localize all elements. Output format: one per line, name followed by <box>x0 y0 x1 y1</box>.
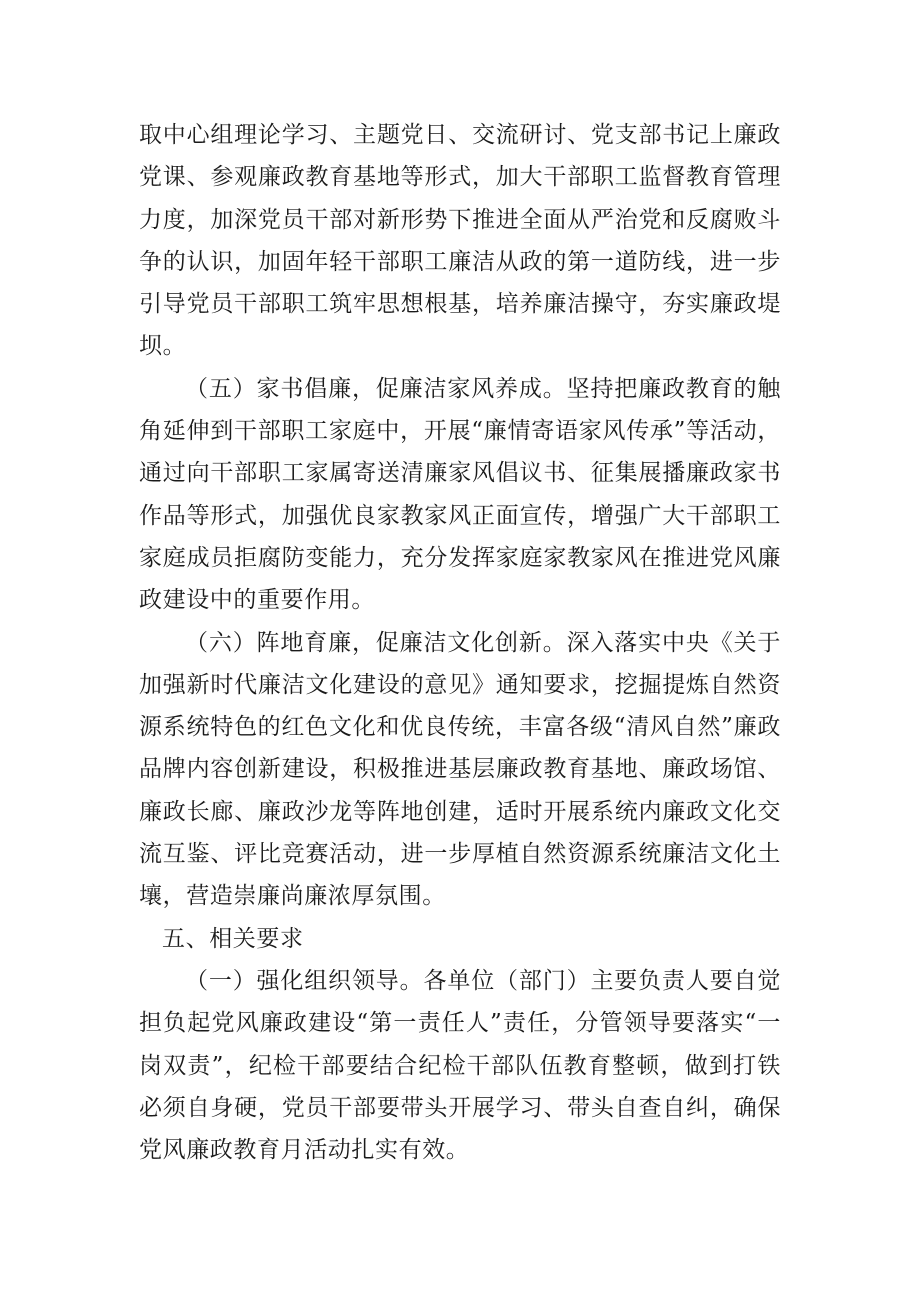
paragraph-position-building: （六）阵地育廉，促廉洁文化创新。深入落实中央《关于加强新时代廉洁文化建设的意见》通知要求，挖掘提炼自然资源系统特色的红色文化和优良传统，丰富各级“清风自然”廉政品牌内容创新建设，积极推进基层廉政教育基地、廉政场馆、廉政长廊、廉政沙龙等阵地创建，适时开展系统内廉政文化交流互鉴、评比竞赛活动，进一步厚植自然资源系统廉洁文化土壤，营造崇廉尚廉浓厚氛围。 <box>139 629 781 910</box>
paragraph-family-letters: （五）家书倡廉，促廉洁家风养成。坚持把廉政教育的触角延伸到干部职工家庭中，开展“廉情寄语家风传承”等活动，通过向干部职工家属寄送清廉家风倡议书、征集展播廉政家书作品等形式，加强优良家教家风正面宣传，增强广大干部职工家庭成员拒腐防变能力，充分发挥家庭家教家风在推进党风廉政建设中的重要作用。 <box>139 375 781 614</box>
paragraph-continuation: 取中心组理论学习、主题党日、交流研讨、党支部书记上廉政党课、参观廉政教育基地等形式，加大干部职工监督教育管理力度，加深党员干部对新形势下推进全面从严治党和反腐败斗争的认识，加固年轻干部职工廉洁从政的第一道防线，进一步引导党员干部职工筑牢思想根基，培养廉洁操守，夯实廉政堤坝。 <box>139 122 781 360</box>
document-body <box>139 114 781 1171</box>
section-heading-requirements: 五、相关要求 <box>162 925 304 952</box>
paragraph-organization-leadership: （一）强化组织领导。各单位（部门）主要负责人要自觉担负起党风廉政建设“第一责任人”责任，分管领导要落实“一岗双责”，纪检干部要结合纪检干部队伍教育整顿，做到打铁必须自身硬，党员干部要带头开展学习、带头自查自纠，确保党风廉政教育月活动扎实有效。 <box>139 967 781 1164</box>
